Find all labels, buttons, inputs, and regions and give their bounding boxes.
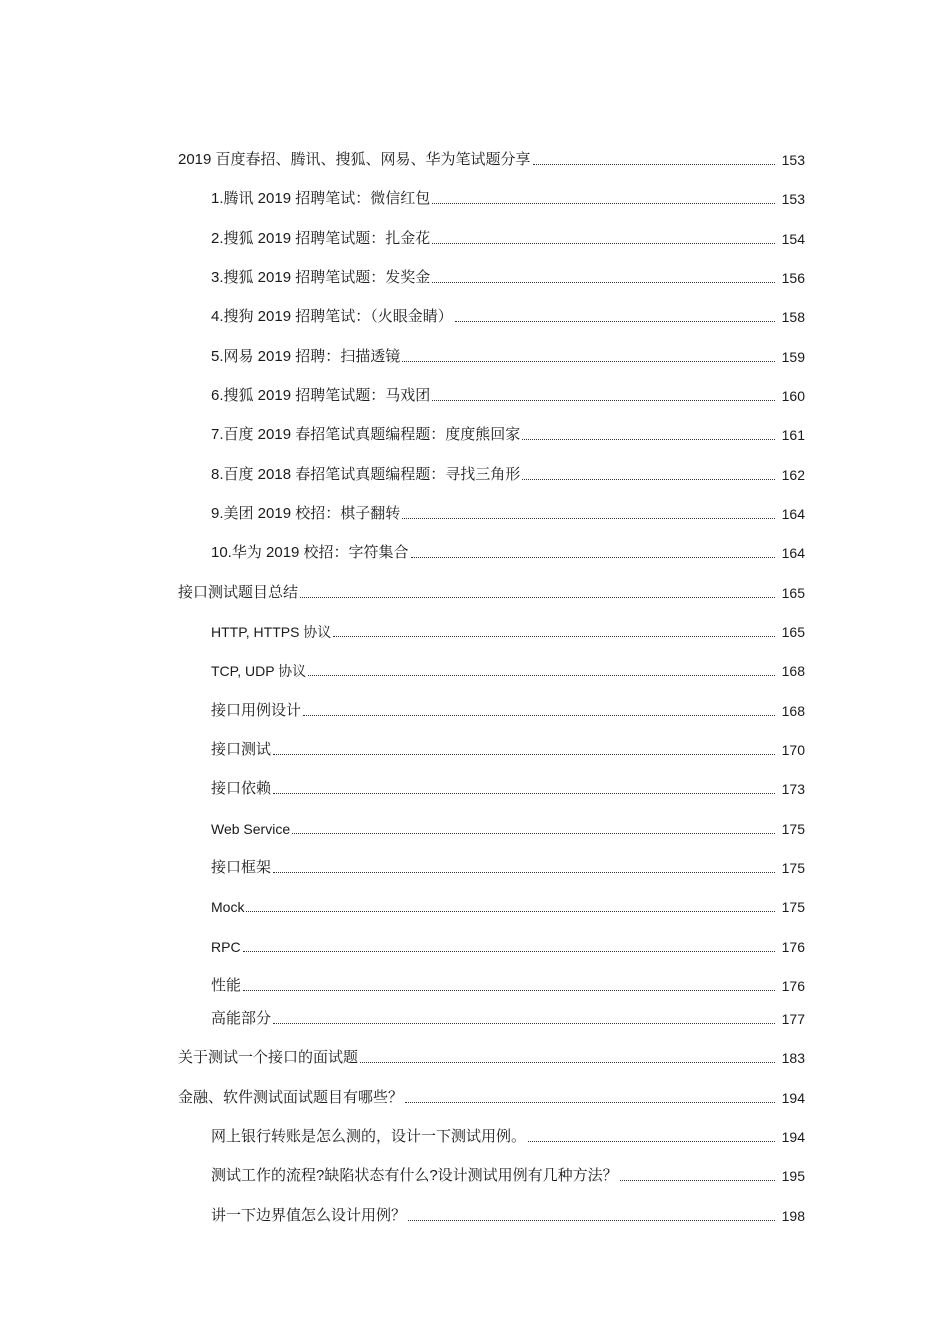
toc-entry-title: Web Service [211, 821, 291, 837]
toc-entry-title: RPC [211, 939, 241, 955]
toc-leader [273, 872, 775, 873]
toc-entry-page: 173 [781, 781, 805, 797]
toc-entry-page: 176 [781, 978, 805, 994]
toc-leader [432, 282, 775, 283]
toc-entry-title: 2.搜狐 2019 招聘笔试题：扎金花 [211, 230, 431, 247]
toc-entry[interactable] [0, 146, 950, 170]
toc-leader [308, 675, 775, 676]
toc-entry[interactable] [0, 1084, 950, 1108]
toc-entry[interactable] [0, 1005, 950, 1029]
toc-entry-title: 讲一下边界值怎么设计用例？ [211, 1207, 407, 1224]
toc-entry-page: 175 [781, 860, 805, 876]
toc-entry-page: 165 [781, 585, 805, 601]
toc-entry-page: 164 [781, 545, 805, 561]
toc-entry-title: Mock [211, 899, 245, 915]
toc-leader [303, 715, 775, 716]
toc-entry-title: 2019 百度春招、腾讯、搜狐、网易、华为笔试题分享 [178, 151, 531, 168]
toc-leader [273, 754, 775, 755]
toc-entry-title: 接口框架 [211, 859, 272, 876]
toc-entry-title: 关于测试一个接口的面试题 [178, 1049, 359, 1066]
toc-leader [432, 243, 775, 244]
toc-entry-title: 10.华为 2019 校招：字符集合 [211, 544, 409, 561]
toc-entry[interactable] [0, 618, 950, 642]
toc-entry[interactable] [0, 697, 950, 721]
toc-leader [620, 1180, 775, 1181]
toc-entry[interactable] [0, 500, 950, 524]
toc-entry-title: 接口测试 [211, 741, 272, 758]
toc-entry[interactable] [0, 539, 950, 563]
toc-entry-title: 9.美团 2019 校招：棋子翻转 [211, 505, 401, 522]
toc-entry-title: 接口用例设计 [211, 702, 302, 719]
toc-leader [432, 203, 775, 204]
toc-entry-title: 1.腾讯 2019 招聘笔试：微信红包 [211, 190, 431, 207]
toc-entry-page: 164 [781, 506, 805, 522]
toc-leader [455, 321, 775, 322]
toc-leader [533, 164, 775, 165]
toc-entry[interactable] [0, 972, 950, 996]
toc-entry-page: 162 [781, 467, 805, 483]
toc-entry-page: 168 [781, 703, 805, 719]
toc-entry[interactable] [0, 264, 950, 288]
toc-entry-page: 194 [781, 1090, 805, 1106]
toc-leader [411, 557, 775, 558]
toc-entry-page: 195 [781, 1168, 805, 1184]
toc-entry[interactable] [0, 1202, 950, 1226]
toc-leader [243, 951, 775, 952]
toc-leader [360, 1062, 775, 1063]
toc-entry-page: 156 [781, 270, 805, 286]
toc-entry[interactable] [0, 579, 950, 603]
toc-entry[interactable] [0, 1123, 950, 1147]
toc-entry-page: 159 [781, 349, 805, 365]
toc-leader [408, 1220, 775, 1221]
toc-entry-page: 161 [781, 427, 805, 443]
toc-entry-page: 183 [781, 1050, 805, 1066]
toc-leader [432, 400, 775, 401]
toc-entry-title: 高能部分 [211, 1010, 272, 1027]
toc-entry[interactable] [0, 933, 950, 957]
toc-entry[interactable] [0, 421, 950, 445]
toc-leader [528, 1141, 775, 1142]
toc-entry[interactable] [0, 382, 950, 406]
toc-entry-title: 性能 [211, 977, 242, 994]
toc-leader [292, 833, 775, 834]
toc-leader [405, 1102, 775, 1103]
toc-entry-page: 177 [781, 1011, 805, 1027]
toc-entry-title: 金融、软件测试面试题目有哪些？ [178, 1089, 404, 1106]
toc-entry-page: 194 [781, 1129, 805, 1145]
toc-entry-page: 154 [781, 231, 805, 247]
toc-leader [300, 597, 775, 598]
toc-entry[interactable] [0, 343, 950, 367]
toc-entry-title: 5.网易 2019 招聘：扫描透镜 [211, 348, 401, 365]
toc-entry-page: 198 [781, 1208, 805, 1224]
toc-leader [246, 911, 775, 912]
toc-leader [402, 518, 775, 519]
toc-entry-page: 176 [781, 939, 805, 955]
toc-entry[interactable] [0, 185, 950, 209]
toc-entry[interactable] [0, 775, 950, 799]
toc-entry-page: 158 [781, 309, 805, 325]
toc-entry-title: 4.搜狗 2019 招聘笔试：（火眼金睛） [211, 308, 453, 325]
toc-entry[interactable] [0, 736, 950, 760]
toc-entry-page: 165 [781, 624, 805, 640]
toc-entry[interactable] [0, 1162, 950, 1186]
toc-entry-page: 160 [781, 388, 805, 404]
toc-entry[interactable] [0, 893, 950, 917]
toc-entry[interactable] [0, 225, 950, 249]
toc-entry[interactable] [0, 854, 950, 878]
toc-entry-title: 网上银行转账是怎么测的，设计一下测试用例。 [211, 1128, 527, 1145]
toc-entry-page: 170 [781, 742, 805, 758]
toc-entry[interactable] [0, 815, 950, 839]
toc-entry[interactable] [0, 303, 950, 327]
toc-leader [243, 990, 775, 991]
toc-leader [273, 1023, 775, 1024]
toc-leader [522, 479, 775, 480]
toc-leader [273, 793, 775, 794]
toc-entry-title: 接口依赖 [211, 780, 272, 797]
toc-entry-title: 接口测试题目总结 [178, 584, 299, 601]
toc-entry[interactable] [0, 461, 950, 485]
toc-entry[interactable] [0, 657, 950, 681]
toc-entry-page: 168 [781, 663, 805, 679]
toc-entry-page: 175 [781, 899, 805, 915]
toc-leader [333, 636, 775, 637]
toc-entry-title: 测试工作的流程?缺陷状态有什么?设计测试用例有几种方法？ [211, 1167, 618, 1184]
toc-leader [522, 439, 775, 440]
toc-entry-title: HTTP, HTTPS 协议 [211, 624, 332, 640]
toc-entry-page: 153 [781, 191, 805, 207]
toc-entry-page: 153 [781, 152, 805, 168]
toc-entry-title: 8.百度 2018 春招笔试真题编程题：寻找三角形 [211, 466, 521, 483]
toc-entry-title: 6.搜狐 2019 招聘笔试题：马戏团 [211, 387, 431, 404]
toc-entry-title: TCP, UDP 协议 [211, 663, 307, 679]
toc-entry-title: 3.搜狐 2019 招聘笔试题：发奖金 [211, 269, 431, 286]
toc-entry-title: 7.百度 2019 春招笔试真题编程题：度度熊回家 [211, 426, 521, 443]
toc-entry-page: 175 [781, 821, 805, 837]
toc-entry[interactable] [0, 1044, 950, 1068]
toc-leader [402, 361, 775, 362]
